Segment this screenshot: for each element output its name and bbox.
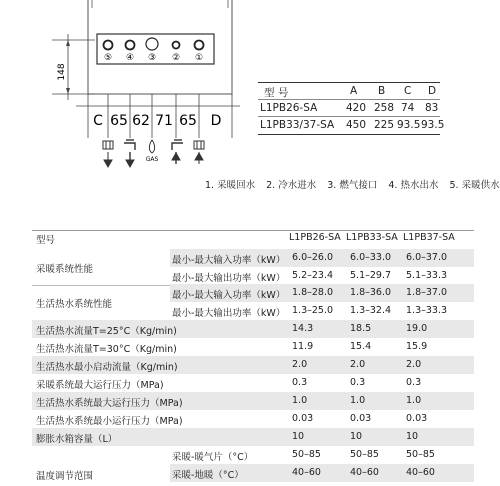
table-row: 生活热水系统最小运行压力（MPa) 0.03 0.03 0.03 [36,413,428,427]
port-5 [104,41,113,50]
gas-label: GAS [145,156,159,163]
legend-item: 2. 冷水进水 [266,180,317,191]
segment-label: 65 [179,113,197,129]
segment-label: 65 [110,113,128,129]
port-number: ⑤ [103,53,113,63]
port-4 [126,41,135,50]
spec-rule-top [32,230,474,231]
port-2 [173,42,180,49]
table-row: 采暖系统最大运行压力（MPa) 0.3 0.3 0.3 [36,377,422,391]
spec-header-label: 型号 [36,235,56,246]
legend-item: 5. 采暖供水 [449,180,500,191]
legend-item: 4. 热水出水 [388,180,439,191]
table-row: L1PB26-SA 420 258 74 83 [260,102,439,114]
hot-water-tap-icon [124,140,135,167]
port-number: ④ [125,53,135,63]
segment-label: C [93,113,103,129]
table-row: 采暖-暖气片（°C） 50–85 50–85 50–85 [172,449,435,463]
table-row: L1PB33/37-SA 450 225 93.5 93.5 [260,119,445,131]
header-b: B [378,85,386,97]
port-1 [195,41,204,50]
port-3 [146,38,158,50]
segment-label: 62 [132,113,150,129]
header-d: D [428,85,437,97]
table-rule-bottom [258,134,440,135]
segment-label: 71 [155,113,173,129]
table-row: 最小-最大输出功率（kW） 5.2–23.4 5.1–29.7 5.1–33.3 [172,270,448,284]
radiator-return-icon [103,141,113,167]
header-model: 型 号 [264,87,289,99]
group-label: 生活热水系统性能 [36,299,113,310]
spec-header-model: L1PB26-SA [289,232,341,243]
model-table-header [258,83,440,100]
table-row: 最小-最大输入功率（kW） 6.0–26.0 6.0–33.0 6.0–37.0 [170,249,474,267]
table-row: 采暖-地暖（°C） 40–60 40–60 40–60 [170,464,474,482]
table-row: 生活热水系统最大运行压力（MPa) 1.0 1.0 1.0 [32,392,474,410]
segment-label: D [210,113,222,129]
port-number: ③ [147,53,157,63]
gas-flame-icon [146,140,159,163]
legend-item: 3. 燃气接口 [327,180,378,191]
port-legend [205,177,500,191]
header-c: C [404,85,412,97]
table-row: 膨胀水箱容量（L） 10 10 10 [32,428,474,446]
spec-header-model: L1PB33-SA [346,232,398,243]
table-row: 最小-最大输入功率（kW） 1.8–28.0 1.8–36.0 1.8–37.0 [170,284,474,302]
spec-header-model: L1PB37-SA [403,232,455,243]
table-row: 最小-最大输出功率（kW） 1.3–25.0 1.3–32.4 1.3–33.3 [172,305,448,319]
group-label: 温度调节范围 [36,471,94,482]
table-row: 生活热水流量T=30°C（Kg/min) 11.9 15.4 15.9 [36,341,428,355]
radiator-supply-icon [194,141,204,164]
table-row: 生活热水最小启动流量（Kg/min) 2.0 2.0 2.0 [32,356,474,374]
table-row: 生活热水流量T=25°C（Kg/min) 14.3 18.5 19.0 [32,320,474,338]
cold-water-tap-icon [172,140,183,164]
height-dimension: 148 [57,63,67,81]
legend-item: 1. 采暖回水 [205,180,256,191]
group-label: 采暖系统性能 [36,264,94,275]
header-a: A [350,85,358,97]
port-number: ① [194,53,204,63]
port-number: ② [171,53,181,63]
